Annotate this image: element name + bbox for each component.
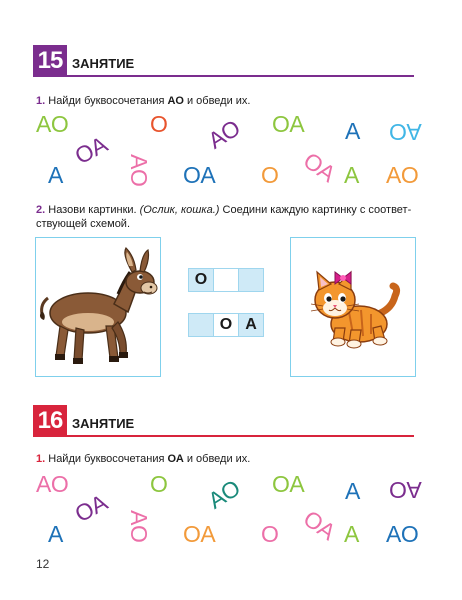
letter-item: АО: [389, 477, 422, 503]
donkey-picture-card[interactable]: [35, 237, 161, 377]
kitten-picture-card[interactable]: [290, 237, 416, 377]
scheme-2-cell: А: [238, 314, 263, 336]
letter-item: А: [345, 478, 361, 504]
letter-item: ОА: [272, 111, 305, 137]
letter-item: ОА: [70, 130, 112, 170]
scheme-1-cell: [238, 269, 263, 291]
letter-item: О: [261, 162, 279, 188]
scheme-1-cell: [213, 269, 238, 291]
letter-item: А: [345, 118, 361, 144]
letter-item: ОА: [183, 521, 216, 547]
lesson-15-title: ЗАНЯТИЕ: [72, 56, 135, 71]
letter-item: А: [344, 162, 360, 188]
task-2-instruction: 2. Назови картинки. (Ослик, кошка.) Соедини каждую картинку с соответ- ствующей схемой.: [36, 204, 412, 230]
donkey-icon: [36, 238, 160, 376]
letter-item: О: [261, 521, 279, 547]
letter-item: АО: [389, 119, 422, 145]
letter-item: ОА: [183, 162, 216, 188]
letter-item: АО: [386, 162, 419, 188]
scheme-2-cell: О: [213, 314, 238, 336]
lesson-15-underline: [33, 75, 414, 77]
lesson-16-header: [33, 405, 134, 437]
scheme-1-cell: О: [189, 269, 213, 291]
page-number: 12: [36, 557, 50, 571]
letter-item: ОА: [272, 471, 305, 497]
letter-item: О: [150, 471, 168, 497]
letter-item: АО: [125, 154, 152, 187]
lesson-15-number: 15: [33, 45, 67, 77]
letter-item: А: [48, 521, 64, 547]
scheme-1[interactable]: [188, 268, 264, 292]
letter-item: ОА: [70, 488, 112, 528]
letter-item: АО: [203, 114, 245, 154]
letter-item: АО: [203, 474, 245, 514]
task-1-instruction: 1. Найди буквосочетания АО и обведи их.: [36, 95, 251, 107]
letter-item: О: [150, 111, 168, 137]
letter-item: АО: [125, 510, 152, 543]
letter-item: АО: [36, 111, 69, 137]
task-3-instruction: 1. Найди буквосочетания ОА и обведи их.: [36, 453, 251, 465]
lesson-16-underline: [33, 435, 414, 437]
letter-item: АО: [386, 521, 419, 547]
letter-item: А: [48, 162, 64, 188]
scheme-2[interactable]: [188, 313, 264, 337]
letter-item: А: [344, 521, 360, 547]
letter-item: ОА: [298, 505, 341, 546]
lesson-15-header: [33, 45, 134, 77]
lesson-16-number: 16: [33, 405, 67, 437]
letter-item: ОА: [298, 147, 341, 188]
kitten-icon: [291, 238, 415, 376]
letter-item: АО: [36, 471, 69, 497]
scheme-2-cell: [189, 314, 213, 336]
lesson-16-title: ЗАНЯТИЕ: [72, 416, 135, 431]
